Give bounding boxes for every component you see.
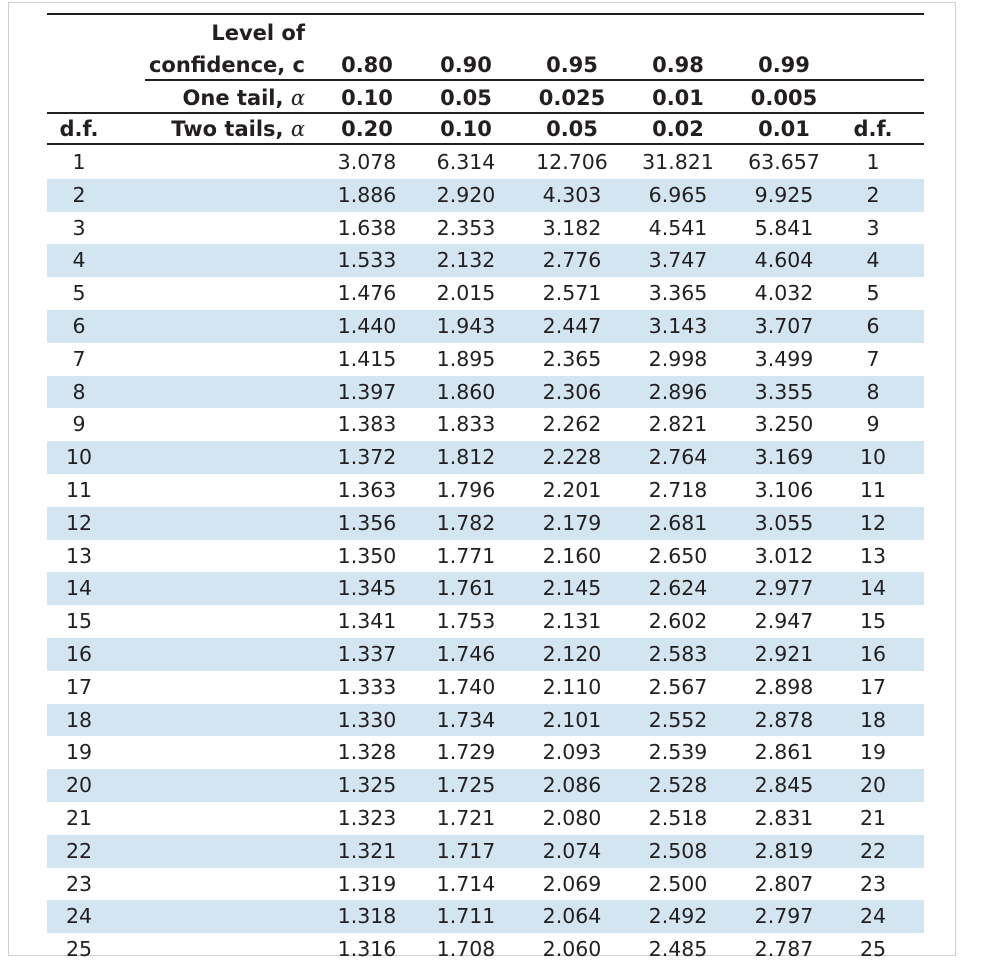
critical-value-cell: 2.015 — [436, 281, 496, 306]
df-cell-right: 8 — [866, 379, 880, 404]
table-row — [47, 736, 924, 769]
df-cell-right: 21 — [859, 806, 887, 830]
critical-value-cell: 3.707 — [754, 314, 814, 338]
critical-value-cell: 3.055 — [754, 510, 814, 535]
header-rule-3 — [47, 143, 924, 145]
df-cell-left: 5 — [72, 281, 86, 306]
df-cell-left: 7 — [72, 346, 86, 371]
df-cell-right: 18 — [859, 707, 887, 732]
df-cell-left: 21 — [65, 806, 93, 830]
level-of-label: Level of — [211, 21, 305, 45]
critical-value-cell: 1.318 — [337, 904, 397, 929]
df-cell-right: 17 — [859, 674, 887, 699]
critical-value-cell: 2.896 — [648, 379, 708, 404]
df-cell-left: 17 — [65, 674, 93, 699]
confidence-label-text: confidence, c — [148, 53, 305, 77]
critical-value-cell: 3.182 — [542, 215, 602, 240]
critical-value-cell: 2.539 — [648, 740, 708, 765]
critical-value-cell: 63.657 — [748, 150, 820, 174]
table-row — [47, 277, 924, 310]
critical-value-cell: 1.372 — [337, 445, 397, 470]
critical-value-cell: 2.518 — [648, 806, 708, 830]
critical-value-cell: 2.508 — [648, 838, 708, 863]
critical-value-cell: 3.499 — [754, 346, 814, 371]
df-cell-left: 11 — [65, 478, 93, 502]
df-cell-right: 25 — [859, 937, 887, 962]
critical-value-cell: 1.330 — [337, 707, 397, 732]
critical-value-cell: 1.321 — [337, 838, 397, 863]
critical-value-cell: 2.681 — [648, 510, 708, 535]
header-rule-1 — [145, 79, 924, 81]
critical-value-cell: 3.078 — [337, 150, 397, 174]
confidence-value: 0.98 — [652, 53, 704, 77]
table-row — [47, 179, 924, 212]
critical-value-cell: 3.250 — [754, 412, 814, 437]
critical-value-cell: 1.729 — [436, 740, 496, 765]
header-rule-2 — [47, 112, 924, 114]
critical-value-cell: 3.106 — [754, 478, 814, 502]
critical-value-cell: 1.356 — [337, 510, 397, 535]
df-cell-left: 15 — [65, 609, 93, 634]
df-cell-right: 5 — [866, 281, 880, 306]
critical-value-cell: 2.353 — [436, 215, 496, 240]
table-row — [47, 376, 924, 409]
one-tail-value: 0.05 — [440, 86, 492, 110]
confidence-value: 0.80 — [341, 53, 393, 77]
df-cell-right: 1 — [866, 150, 880, 174]
critical-value-cell: 2.120 — [542, 642, 602, 666]
critical-value-cell: 2.718 — [648, 478, 708, 502]
critical-value-cell: 2.060 — [542, 937, 602, 962]
critical-value-cell: 2.145 — [542, 576, 602, 601]
confidence-value: 0.99 — [758, 53, 810, 77]
df-cell-left: 4 — [72, 248, 86, 273]
df-cell-left: 6 — [72, 314, 86, 338]
confidence-value: 0.95 — [546, 53, 598, 77]
critical-value-cell: 2.365 — [542, 346, 602, 371]
critical-value-cell: 3.747 — [648, 248, 708, 273]
one-tail-label-text: One tail, — [182, 86, 291, 110]
df-cell-right: 3 — [866, 215, 880, 240]
df-cell-left: 8 — [72, 379, 86, 404]
table-row — [47, 769, 924, 802]
critical-value-cell: 2.583 — [648, 642, 708, 666]
critical-value-cell: 2.821 — [648, 412, 708, 437]
critical-value-cell: 4.541 — [648, 215, 708, 240]
critical-value-cell: 2.776 — [542, 248, 602, 273]
df-cell-left: 9 — [72, 412, 86, 437]
df-cell-left: 25 — [65, 937, 93, 962]
critical-value-cell: 2.650 — [648, 543, 708, 568]
two-tails-value: 0.01 — [758, 117, 810, 141]
critical-value-cell: 2.624 — [648, 576, 708, 601]
critical-value-cell: 1.319 — [337, 871, 397, 896]
critical-value-cell: 2.074 — [542, 838, 602, 863]
critical-value-cell: 2.977 — [754, 576, 814, 601]
critical-value-cell: 1.860 — [436, 379, 496, 404]
df-cell-left: 3 — [72, 215, 86, 240]
critical-value-cell: 1.721 — [436, 806, 496, 830]
critical-value-cell: 1.316 — [337, 937, 397, 962]
df-cell-left: 24 — [65, 904, 93, 929]
table-row — [47, 638, 924, 671]
one-tail-value: 0.025 — [538, 86, 606, 110]
df-cell-right: 11 — [859, 478, 887, 502]
critical-value-cell: 2.797 — [754, 904, 814, 929]
alpha-symbol: α — [290, 117, 305, 141]
table-row — [47, 671, 924, 704]
table-row — [47, 900, 924, 933]
critical-value-cell: 2.080 — [542, 806, 602, 830]
critical-value-cell: 6.314 — [436, 150, 496, 174]
critical-value-cell: 3.365 — [648, 281, 708, 306]
critical-value-cell: 2.602 — [648, 609, 708, 634]
table-row — [47, 540, 924, 573]
one-tail-value: 0.01 — [652, 86, 704, 110]
two-tails-value: 0.02 — [652, 117, 704, 141]
critical-value-cell: 1.833 — [436, 412, 496, 437]
critical-value-cell: 1.740 — [436, 674, 496, 699]
one-tail-label — [65, 85, 305, 111]
critical-value-cell: 3.169 — [754, 445, 814, 470]
critical-value-cell: 2.571 — [542, 281, 602, 306]
critical-value-cell: 1.440 — [337, 314, 397, 338]
critical-value-cell: 1.328 — [337, 740, 397, 765]
critical-value-cell: 2.201 — [542, 478, 602, 502]
critical-value-cell: 1.711 — [436, 904, 496, 929]
critical-value-cell: 4.604 — [754, 248, 814, 273]
critical-value-cell: 2.262 — [542, 412, 602, 437]
df-cell-right: 2 — [866, 182, 880, 207]
critical-value-cell: 1.895 — [436, 346, 496, 371]
critical-value-cell: 1.943 — [436, 314, 496, 338]
critical-value-cell: 1.337 — [337, 642, 397, 666]
critical-value-cell: 2.485 — [648, 937, 708, 962]
df-cell-left: 20 — [65, 773, 93, 798]
critical-value-cell: 1.397 — [337, 379, 397, 404]
df-cell-left: 13 — [65, 543, 93, 568]
critical-value-cell: 1.476 — [337, 281, 397, 306]
table-row — [47, 212, 924, 245]
critical-value-cell: 31.821 — [642, 150, 714, 174]
critical-value-cell: 2.898 — [754, 674, 814, 699]
df-cell-right: 13 — [859, 543, 887, 568]
critical-value-cell: 1.350 — [337, 543, 397, 568]
df-cell-left: 23 — [65, 871, 93, 896]
critical-value-cell: 1.717 — [436, 838, 496, 863]
critical-value-cell: 2.101 — [542, 707, 602, 732]
table-row — [47, 572, 924, 605]
critical-value-cell: 2.998 — [648, 346, 708, 371]
critical-value-cell: 2.064 — [542, 904, 602, 929]
df-cell-right: 24 — [859, 904, 887, 929]
critical-value-cell: 1.333 — [337, 674, 397, 699]
critical-value-cell: 2.447 — [542, 314, 602, 338]
df-header-left: d.f. — [59, 117, 99, 141]
table-row — [47, 704, 924, 737]
critical-value-cell: 1.323 — [337, 806, 397, 830]
df-header-right: d.f. — [853, 117, 893, 141]
critical-value-cell: 2.861 — [754, 740, 814, 765]
critical-value-cell: 1.325 — [337, 773, 397, 798]
critical-value-cell: 12.706 — [536, 150, 608, 174]
critical-value-cell: 2.764 — [648, 445, 708, 470]
critical-value-cell: 2.306 — [542, 379, 602, 404]
df-cell-right: 14 — [859, 576, 887, 601]
df-cell-left: 1 — [72, 150, 86, 174]
critical-value-cell: 2.845 — [754, 773, 814, 798]
two-tails-label-text: Two tails, — [171, 117, 291, 141]
table-row — [47, 605, 924, 638]
two-tails-value: 0.10 — [440, 117, 492, 141]
df-cell-right: 12 — [859, 510, 887, 535]
df-cell-left: 10 — [65, 445, 93, 470]
confidence-label — [65, 52, 305, 78]
critical-value-cell: 1.886 — [337, 182, 397, 207]
top-rule — [47, 13, 924, 15]
critical-value-cell: 9.925 — [754, 182, 814, 207]
table-row — [47, 441, 924, 474]
table-row — [47, 408, 924, 441]
critical-value-cell: 2.132 — [436, 248, 496, 273]
df-cell-right: 10 — [859, 445, 887, 470]
df-cell-left: 19 — [65, 740, 93, 765]
critical-value-cell: 1.415 — [337, 346, 397, 371]
critical-value-cell: 2.920 — [436, 182, 496, 207]
critical-value-cell: 1.345 — [337, 576, 397, 601]
critical-value-cell: 2.110 — [542, 674, 602, 699]
critical-value-cell: 1.746 — [436, 642, 496, 666]
df-cell-left: 16 — [65, 642, 93, 666]
critical-value-cell: 3.355 — [754, 379, 814, 404]
critical-value-cell: 1.771 — [436, 543, 496, 568]
critical-value-cell: 6.965 — [648, 182, 708, 207]
critical-value-cell: 1.363 — [337, 478, 397, 502]
df-cell-right: 4 — [866, 248, 880, 273]
table-row — [47, 146, 924, 179]
df-cell-left: 18 — [65, 707, 93, 732]
table-row — [47, 507, 924, 540]
critical-value-cell: 1.734 — [436, 707, 496, 732]
critical-value-cell: 1.812 — [436, 445, 496, 470]
critical-value-cell: 1.761 — [436, 576, 496, 601]
table-row — [47, 474, 924, 507]
df-cell-right: 20 — [859, 773, 887, 798]
critical-value-cell: 1.708 — [436, 937, 496, 962]
critical-value-cell: 2.819 — [754, 838, 814, 863]
critical-value-cell: 2.228 — [542, 445, 602, 470]
df-cell-left: 22 — [65, 838, 93, 863]
table-row — [47, 244, 924, 277]
critical-value-cell: 3.012 — [754, 543, 814, 568]
critical-value-cell: 1.638 — [337, 215, 397, 240]
table-row — [47, 343, 924, 376]
critical-value-cell: 2.787 — [754, 937, 814, 962]
critical-value-cell: 1.383 — [337, 412, 397, 437]
critical-value-cell: 2.500 — [648, 871, 708, 896]
df-cell-right: 23 — [859, 871, 887, 896]
critical-value-cell: 4.303 — [542, 182, 602, 207]
table-row — [47, 868, 924, 901]
critical-value-cell: 1.341 — [337, 609, 397, 634]
df-cell-right: 19 — [859, 740, 887, 765]
critical-value-cell: 2.179 — [542, 510, 602, 535]
critical-value-cell: 2.831 — [754, 806, 814, 830]
critical-value-cell: 1.533 — [337, 248, 397, 273]
critical-value-cell: 2.807 — [754, 871, 814, 896]
df-cell-right: 9 — [866, 412, 880, 437]
df-cell-right: 15 — [859, 609, 887, 634]
two-tails-value: 0.05 — [546, 117, 598, 141]
table-row — [47, 310, 924, 343]
critical-value-cell: 2.093 — [542, 740, 602, 765]
critical-value-cell: 2.069 — [542, 871, 602, 896]
critical-value-cell: 2.160 — [542, 543, 602, 568]
critical-value-cell: 2.921 — [754, 642, 814, 666]
one-tail-value: 0.10 — [341, 86, 393, 110]
df-cell-right: 22 — [859, 838, 887, 863]
critical-value-cell: 2.567 — [648, 674, 708, 699]
critical-value-cell: 3.143 — [648, 314, 708, 338]
df-cell-right: 6 — [866, 314, 880, 338]
df-cell-right: 16 — [859, 642, 887, 666]
critical-value-cell: 4.032 — [754, 281, 814, 306]
critical-value-cell: 2.086 — [542, 773, 602, 798]
critical-value-cell: 2.131 — [542, 609, 602, 634]
critical-value-cell: 2.492 — [648, 904, 708, 929]
critical-value-cell: 5.841 — [754, 215, 814, 240]
critical-value-cell: 1.714 — [436, 871, 496, 896]
df-cell-left: 12 — [65, 510, 93, 535]
confidence-value: 0.90 — [440, 53, 492, 77]
critical-value-cell: 2.878 — [754, 707, 814, 732]
critical-value-cell: 1.796 — [436, 478, 496, 502]
critical-value-cell: 1.725 — [436, 773, 496, 798]
df-cell-left: 14 — [65, 576, 93, 601]
one-tail-value: 0.005 — [750, 86, 818, 110]
df-cell-right: 7 — [866, 346, 880, 371]
df-cell-left: 2 — [72, 182, 86, 207]
table-row — [47, 835, 924, 868]
critical-value-cell: 1.753 — [436, 609, 496, 634]
table-row — [47, 933, 924, 966]
critical-value-cell: 1.782 — [436, 510, 496, 535]
critical-value-cell: 2.528 — [648, 773, 708, 798]
alpha-symbol: α — [290, 86, 305, 110]
two-tails-value: 0.20 — [341, 117, 393, 141]
table-row — [47, 802, 924, 835]
critical-value-cell: 2.947 — [754, 609, 814, 634]
critical-value-cell: 2.552 — [648, 707, 708, 732]
